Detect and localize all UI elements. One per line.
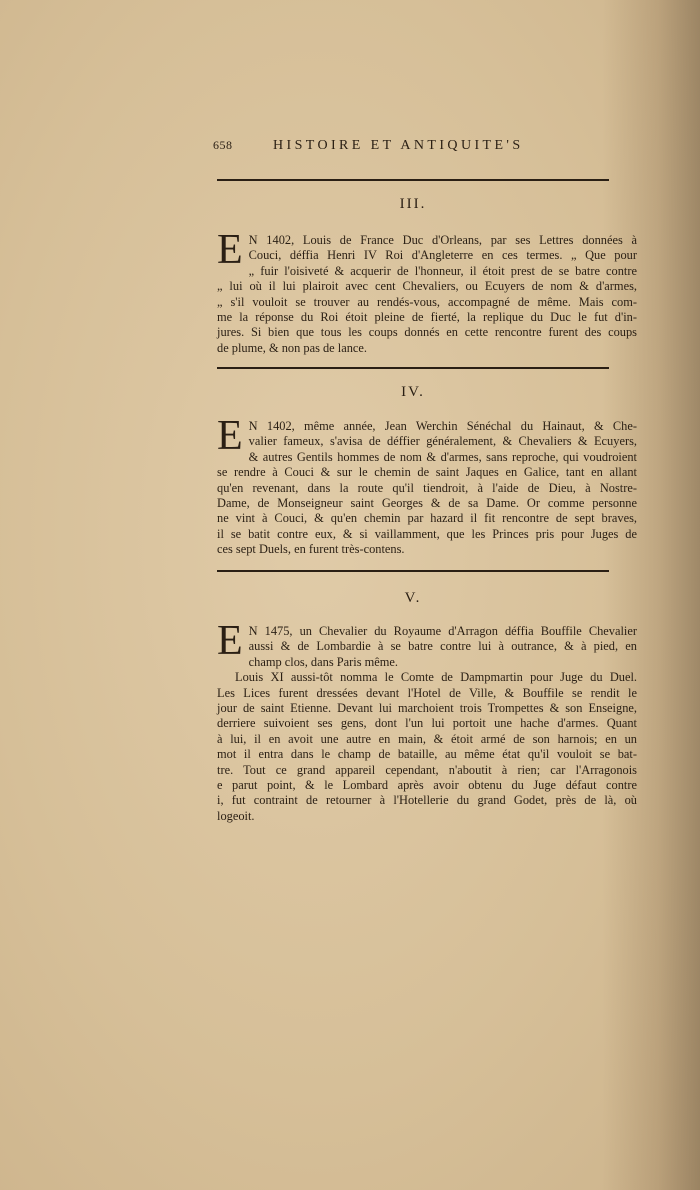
section-rule [217,570,609,572]
text-line: logeoit. [217,808,255,823]
text-line: à lui, il en avoit une autre en main, & étoit armé de son harnois; en un [217,731,637,746]
text-line: Dame, de Monseigneur saint Georges & de sa Dame. Or comme personne [217,496,637,511]
text-line: & autres Gentils hommes de nom & d'armes, sans reproche, qui voudroient [248,449,637,464]
text-line: ne vint à Couci, & qu'en chemin par hazard il fit rencontre de sept braves, [217,511,637,526]
text-line: Louis XI aussi-tôt nomma le Comte de Dampmartin pour Juge du Duel. [235,670,637,685]
text-line: tre. Tout ce grand appareil cependant, n'aboutit à rien; car l'Arragonois [217,762,637,777]
section-rule [217,367,609,369]
text-line: mot il entra dans le champ de bataille, au même état qu'il vouloit se bat- [217,747,637,762]
text-line: N 1475, un Chevalier du Royaume d'Arragon déffia Bouffile Chevalier [248,624,637,638]
section-iv-text [217,413,637,558]
text-line: de plume, & non pas de lance. [217,340,368,355]
text-line: N 1402, Louis de France Duc d'Orleans, par ses Lettres données à [248,233,637,247]
header-rule [217,179,609,181]
text-line: se rendre à Couci & sur le chemin de saint Jaques en Galice, tant en allant [217,465,637,480]
text-line: Couci, déffia Henri IV Roi d'Angleterre en ces termes. „ Que pour [248,248,637,263]
text-line: derriere suivoient ses gens, dont l'un lui portoit une hache d'armes. Quant [217,716,637,731]
text-line: me la réponse du Roi étoit pleine de fierté, la replique du Duc le fut d'in- [217,310,637,325]
text-line: champ clos, dans Paris même. [248,654,398,669]
text-line: „ lui où il lui plairoit avec cent Chevaliers, ou Ecuyers de nom & d'armes, [217,279,637,294]
running-head: HISTOIRE ET ANTIQUITE'S [273,138,524,153]
text-line: il se batit contre eux, & si vaillamment, que les Princes pris pour Juges de [217,526,637,541]
text-line: aussi & de Lombardie à se batre contre lui à outrance, & à pied, en [248,639,637,654]
text-line: valier fameux, s'avisa de déffier généralement, & Chevaliers & Ecuyers, [248,434,637,449]
section-number-v: V. [404,590,422,606]
text-line: ces sept Duels, en furent très-contens. [217,542,405,557]
section-number-iii: III. [399,196,427,212]
text-line: i, fut contraint de retourner à l'Hotellerie du grand Godet, près de là, où [217,793,637,808]
text-line: Les Lices furent dressées devant l'Hotel de Ville, & Bouffile se rendit le [217,685,637,700]
text-line: e parut point, & le Lombard après avoir obtenu du Juge défaut contre [217,778,637,793]
text-line: qu'en revenant, dans la route qu'il tiendroit, à l'aide de Dieu, à Nostre- [217,480,637,495]
text-line: jures. Si bien que tous les coups donnés en cette rencontre furent des coups [217,325,637,340]
page-number: 658 [213,138,233,152]
drop-cap: E [217,618,243,664]
text-line: „ fuir l'oisiveté & acquerir de l'honneur, il étoit prest de se batre contre [248,263,637,278]
drop-cap: E [217,413,243,459]
section-number-iv: IV. [401,384,425,400]
drop-cap: E [217,227,243,273]
section-iii-text [217,227,637,356]
section-v-text [217,618,637,824]
text-line: „ s'il vouloit se trouver au rendés-vous, accompagné de même. Mais com- [217,294,637,309]
text-line: jour de saint Etienne. Devant lui marchoient trois Trompettes & son Enseigne, [217,701,637,716]
text-line: N 1402, même année, Jean Werchin Sénéchal du Hainaut, & Che- [248,419,637,433]
